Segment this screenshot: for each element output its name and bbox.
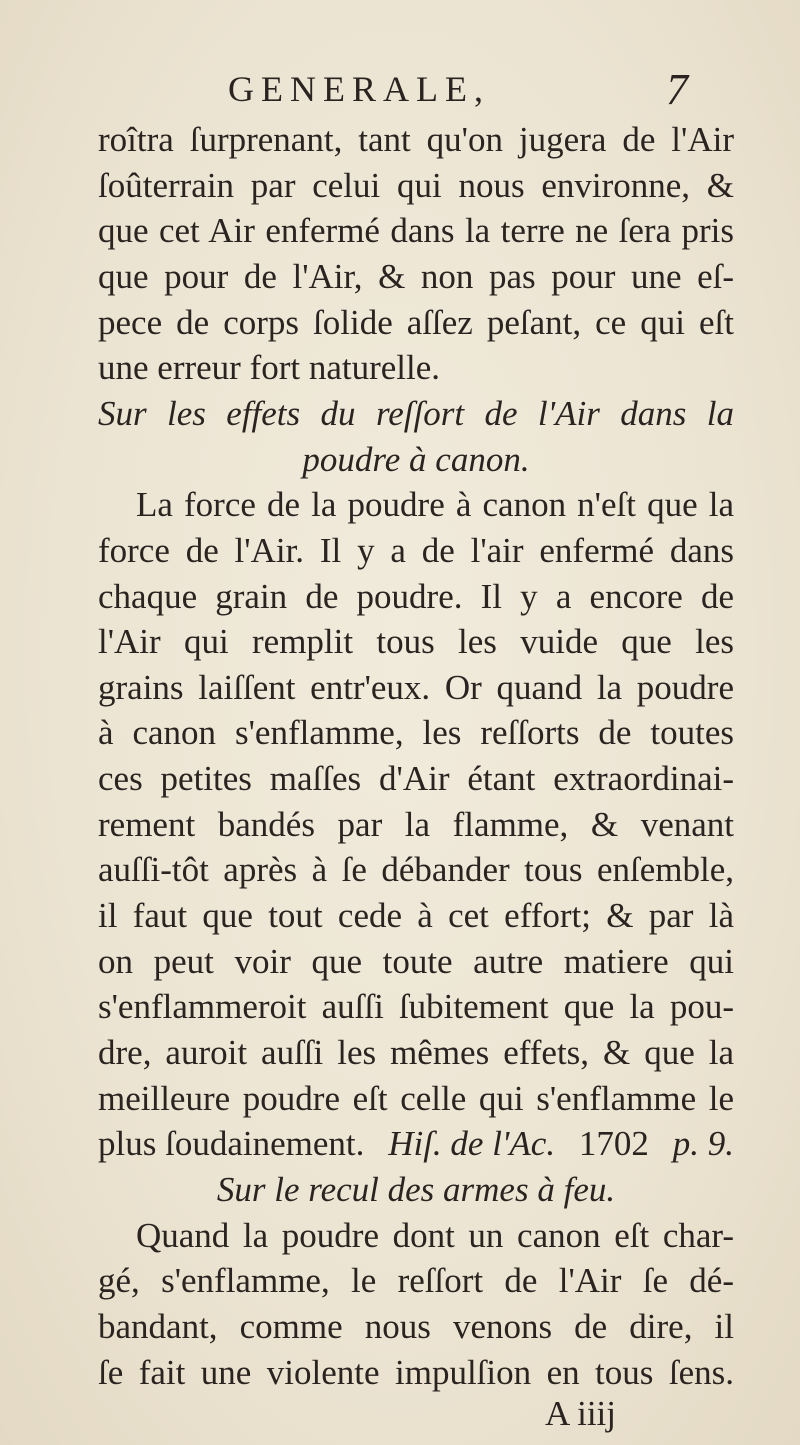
text-line: dre, auroit auſſi les mêmes effets, & que la — [98, 1033, 734, 1072]
text-line: que pour de l'Air, & non pas pour une eſ- — [98, 257, 734, 296]
text-line: grains laiſſent entr'eux. Or quand la poudre — [98, 668, 734, 707]
section-heading: Sur le recul des armes à feu. — [216, 1170, 616, 1209]
text-line-with-citation — [98, 1122, 734, 1166]
text-line: gé, s'enflamme, le reſſort de l'Air ſe dé- — [98, 1261, 734, 1300]
section-heading-continuation: poudre à canon. — [302, 440, 530, 479]
text-line: il faut que tout cede à cet effort; & par là — [98, 896, 734, 935]
text-line: ſe fait une violente impulſion en tous ſens. — [98, 1353, 734, 1392]
text-line: auſſi-tôt après à ſe débander tous enſemble, — [98, 850, 734, 889]
running-head: GENERALE, — [228, 69, 490, 109]
text-line: roîtra ſurprenant, tant qu'on jugera de l'Air — [98, 120, 734, 159]
page-header — [228, 65, 688, 118]
text-line: chaque grain de poudre. Il y a encore de — [98, 577, 734, 616]
text-line: force de l'Air. Il y a de l'air enfermé dans — [98, 531, 734, 570]
text-line: on peut voir que toute autre matiere qui — [98, 942, 734, 981]
text-line: s'enflammeroit auſſi ſubitement que la pou- — [98, 987, 734, 1026]
text-line: La force de la poudre à canon n'eſt que la — [136, 485, 734, 524]
text-line: meilleure poudre eſt celle qui s'enflamme le — [98, 1079, 734, 1118]
text-line: à canon s'enflamme, les reſſorts de toutes — [98, 713, 734, 752]
text-line: Quand la poudre dont un canon eſt char- — [136, 1216, 734, 1255]
text-line: une erreur fort naturelle. — [98, 348, 441, 387]
text-line: ces petites maſſes d'Air étant extraordinai- — [98, 759, 734, 798]
citation-source: Hiſ. de l'Ac. — [388, 1124, 556, 1163]
text-line: ſoûterrain par celui qui nous environne, & — [98, 166, 734, 205]
text-line: bandant, comme nous venons de dire, il — [98, 1307, 734, 1346]
page-number: 7 — [666, 65, 688, 114]
text-line: l'Air qui remplit tous les vuide que les — [98, 622, 734, 661]
text-line: que cet Air enfermé dans la terre ne ſera pris — [98, 211, 734, 250]
citation-page: p. 9. — [672, 1124, 734, 1163]
text-line: rement bandés par la flamme, & venant — [98, 805, 734, 844]
text-fragment: plus ſoudainement. — [98, 1124, 365, 1163]
signature-mark: A iiij — [545, 1394, 616, 1433]
section-heading: Sur les effets du reſſort de l'Air dans la — [98, 394, 734, 433]
citation-year: 1702 — [578, 1124, 649, 1163]
text-line: pece de corps ſolide aſſez peſant, ce qui eſt — [98, 303, 734, 342]
